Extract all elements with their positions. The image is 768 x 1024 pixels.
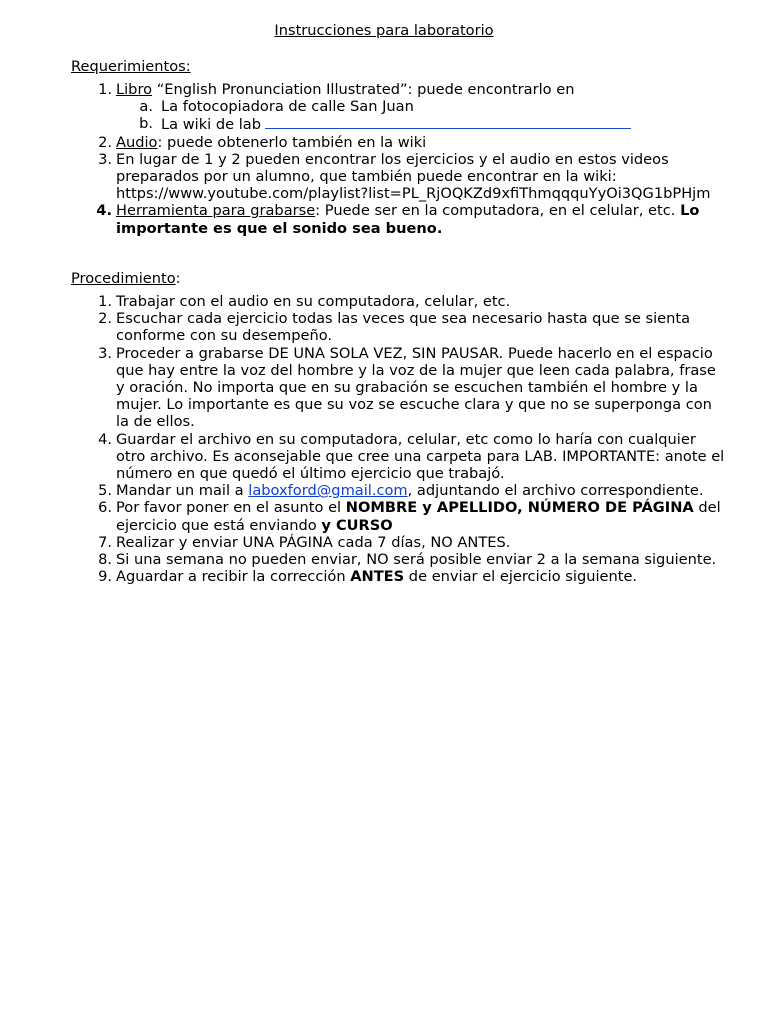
item-number: 9.: [98, 568, 112, 586]
item-text: Trabajar con el audio en su computadora, celular, etc.: [116, 293, 511, 310]
item-text: del ejercicio que está enviando: [116, 499, 721, 534]
item-text: “English Pronunciation Illustrated”: puede encontrarlo en: [152, 81, 575, 98]
list-item: [0, 534, 768, 551]
list-subitem: [0, 98, 768, 115]
item-number: 2.: [98, 310, 112, 328]
item-text: : puede obtenerlo también en la wiki: [157, 133, 427, 151]
procedure-heading: [71, 270, 181, 288]
item-text: Mandar un mail a: [116, 482, 249, 500]
list-item: [0, 551, 768, 568]
item-text: Aguardar a recibir la corrección: [116, 568, 351, 586]
item-label-herramienta: Herramienta para grabarse: [116, 202, 316, 220]
item-text: , adjuntando el archivo correspondiente.: [407, 482, 704, 500]
item-bold-text: NOMBRE y APELLIDO, NÚMERO DE PÁGINA: [345, 499, 694, 517]
item-number: 4.: [98, 430, 112, 448]
email-link[interactable]: laboxford@gmail.com: [248, 482, 408, 500]
requirements-heading: Requerimientos:: [71, 58, 191, 75]
requirements-list: [0, 81, 768, 237]
item-number: 1.: [98, 81, 112, 98]
item-text: Si una semana no pueden enviar, NO será posible enviar 2 a la semana siguiente.: [116, 551, 717, 569]
list-item: [0, 499, 768, 533]
list-item: [0, 81, 768, 98]
list-item: [0, 482, 768, 499]
list-item: [0, 568, 768, 585]
item-number: 1.: [98, 293, 112, 310]
procedure-heading-label: Procedimiento: [71, 270, 176, 287]
item-number: 6.: [98, 499, 112, 517]
item-text: Proceder a grabarse DE UNA SOLA VEZ, SIN PAUSAR. Puede hacerlo en el espacio que hay entre la voz del hombre y la voz de la mujer que leen cada palabra, frase y oración. No importa que en su grabación se escuchen también el hombre y la mujer. Lo importante es que su voz se escuche clara y que no se superponga con la de ellos.: [116, 344, 716, 431]
item-text: Escuchar cada ejercicio todas las veces que sea necesario hasta que se sienta conforme con su desempeño.: [116, 310, 691, 345]
list-item: [0, 202, 768, 236]
subitem-letter: a.: [139, 98, 153, 116]
list-item: [0, 310, 768, 344]
list-item: [0, 345, 768, 431]
item-text: de enviar el ejercicio siguiente.: [404, 568, 638, 586]
fill-in-blank-line: [265, 115, 631, 129]
list-item: [0, 151, 768, 203]
procedure-list: [0, 293, 768, 585]
item-text: Por favor poner en el asunto el: [116, 499, 346, 517]
item-text: En lugar de 1 y 2 pueden encontrar los ejercicios y el audio en estos videos preparados por un alumno, que también puede encontrar en la wiki: https://www.youtube.com/playlist?list=PL_RjOQKZd9xfiThmqqquYyOi3QG1bPHjm: [116, 150, 711, 203]
item-text: Guardar el archivo en su computadora, celular, etc como lo haría con cualquier otro archivo. Es aconsejable que cree una carpeta para LAB. IMPORTANTE: anote el número en que quedó el último ejercicio que trabajó.: [116, 430, 725, 483]
item-text: : Puede ser en la computadora, en el celular, etc.: [315, 202, 681, 220]
item-number: 8.: [98, 551, 112, 569]
item-number: 3.: [98, 344, 112, 362]
item-number: 4.: [96, 202, 112, 220]
item-number: 3.: [98, 150, 112, 168]
list-item: [0, 293, 768, 310]
subitem-text: La wiki de lab: [161, 116, 261, 134]
item-text: Realizar y enviar UNA PÁGINA cada 7 días, NO ANTES.: [116, 533, 511, 551]
item-label-libro: Libro: [116, 81, 153, 98]
subitem-text: La fotocopiadora de calle San Juan: [161, 98, 414, 116]
subitem-letter: b.: [139, 115, 153, 133]
item-number: 2.: [98, 133, 112, 151]
list-item: [0, 134, 768, 151]
item-bold-text: Lo importante es que el sonido sea bueno.: [116, 202, 700, 237]
item-label-audio: Audio: [116, 133, 158, 151]
item-bold-text: ANTES: [350, 568, 405, 586]
list-item: [0, 431, 768, 483]
item-number: 7.: [98, 533, 112, 551]
procedure-heading-colon: :: [175, 270, 181, 287]
page-title: Instrucciones para laboratorio: [274, 22, 494, 39]
item-bold-text: y CURSO: [321, 516, 393, 534]
item-number: 5.: [98, 482, 112, 500]
list-subitem: [0, 115, 768, 133]
